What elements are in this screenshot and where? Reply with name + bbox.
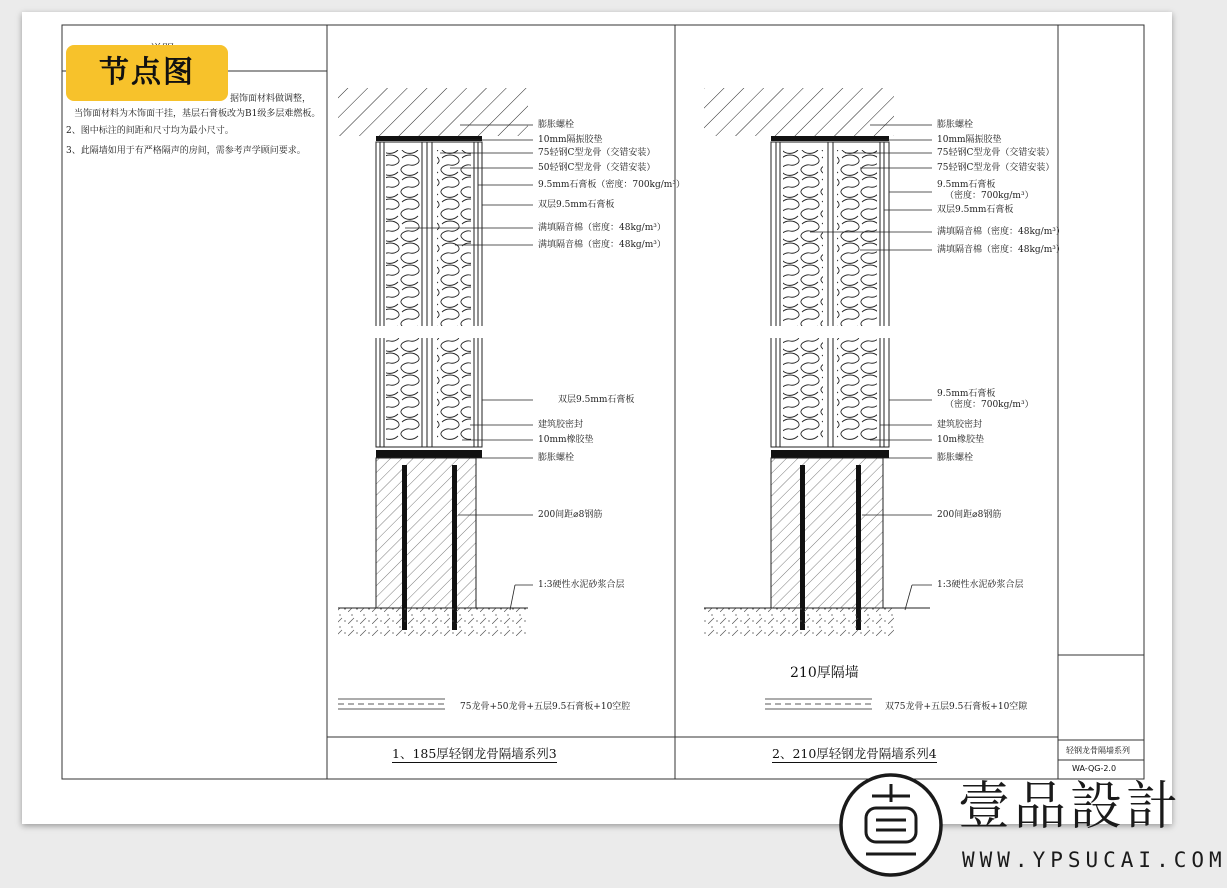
detail-title-210: 2、210厚轻钢龙骨隔墙系列4 (772, 746, 937, 761)
label-insulation: 满填隔音棉（密度：48kg/m³） (538, 223, 666, 233)
label-gypsum-board: 9.5mm石膏板 (937, 180, 996, 190)
label-expansion-bolt: 膨胀螺栓 (538, 453, 575, 463)
label-double-gypsum: 双层9.5mm石膏板 (538, 200, 615, 210)
label-vibration-pad: 10mm隔振胶垫 (937, 135, 1002, 145)
label-insulation: 满填隔音棉（密度：48kg/m³） (937, 245, 1065, 255)
label-double-gypsum: 双层9.5mm石膏板 (937, 205, 1014, 215)
label-stud-75: 75轻钢C型龙骨（交错安装） (538, 148, 656, 158)
label-rubber-pad: 10mm橡胶垫 (538, 435, 594, 445)
node-diagram-tag: 节点图 (66, 45, 228, 101)
note-line: 3、此隔墙如用于有严格隔声的房间，需参考声学顾问要求。 (66, 146, 306, 156)
note-line: 据饰面材料做调整， (230, 94, 312, 104)
note-line: 当饰面材料为木饰面干挂，基层石膏板改为B1级多层难燃板。 (74, 109, 321, 119)
label-gypsum-board: 9.5mm石膏板 (937, 389, 996, 399)
title-block-code: WA-QG-2.0 (1072, 764, 1117, 773)
label-stud-75: 75轻钢C型龙骨（交错安装） (937, 148, 1055, 158)
label-rubber-pad: 10m橡胶垫 (937, 435, 984, 445)
label-rebar: 200间距⌀8钢筋 (937, 510, 1002, 520)
detail-subtitle-210: 210厚隔墙 (790, 665, 859, 681)
label-density: （密度：700kg/m³） (945, 191, 1034, 201)
detail-title-185: 1、185厚轻钢龙骨隔墙系列3 (392, 746, 557, 761)
label-mortar: 1:3硬性水泥砂浆合层 (538, 580, 625, 590)
label-mortar: 1:3硬性水泥砂浆合层 (937, 580, 1024, 590)
label-double-gypsum: 双层9.5mm石膏板 (558, 395, 635, 405)
label-sealant: 建筑胶密封 (937, 420, 983, 430)
title-block-series: 轻钢龙骨隔墙系列 (1066, 746, 1130, 755)
label-stud-75: 75轻钢C型龙骨（交错安装） (937, 163, 1055, 173)
label-sealant: 建筑胶密封 (538, 420, 584, 430)
label-expansion-bolt: 膨胀螺栓 (538, 120, 575, 130)
legend-210: 双75龙骨+五层9.5石膏板+10空隙 (885, 702, 1028, 712)
label-expansion-bolt: 膨胀螺栓 (937, 120, 974, 130)
logo-mark (836, 770, 946, 880)
label-gypsum-board: 9.5mm石膏板（密度：700kg/m³） (538, 180, 685, 190)
label-insulation: 满填隔音棉（密度：48kg/m³） (538, 240, 666, 250)
label-insulation: 满填隔音棉（密度：48kg/m³） (937, 227, 1065, 237)
note-line: 2、图中标注的间距和尺寸均为最小尺寸。 (66, 126, 234, 136)
label-vibration-pad: 10mm隔振胶垫 (538, 135, 603, 145)
label-density: （密度：700kg/m³） (945, 400, 1034, 410)
label-rebar: 200间距⌀8钢筋 (538, 510, 603, 520)
legend-185: 75龙骨+50龙骨+五层9.5石膏板+10空腔 (460, 702, 631, 712)
label-stud-50: 50轻钢C型龙骨（交错安装） (538, 163, 656, 173)
logo-text: 壹品設計 (958, 777, 1183, 837)
logo-url: WWW.YPSUCAI.COM (962, 848, 1227, 872)
label-expansion-bolt: 膨胀螺栓 (937, 453, 974, 463)
